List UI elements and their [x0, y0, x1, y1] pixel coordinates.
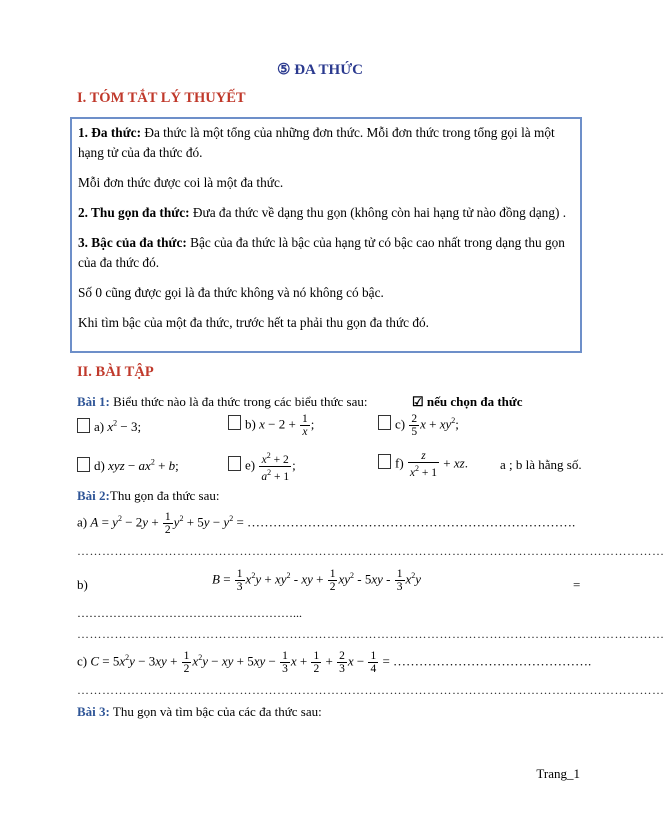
- checkbox-a[interactable]: [77, 418, 90, 433]
- bai3-label: Bài 3:: [77, 704, 110, 719]
- section-exercises-heading: II. BÀI TẬP: [77, 364, 154, 380]
- theory-term-3: 3. Bậc của đa thức:: [78, 235, 187, 250]
- page-title: ⑤ ĐA THỨC: [277, 62, 363, 78]
- bai1-label: Bài 1:: [77, 394, 110, 409]
- theory-text-3: Đưa đa thức về dạng thu gọn (không còn hai hạng tử nào đồng dạng) .: [189, 205, 567, 220]
- page-number: Trang_1: [536, 766, 580, 781]
- theory-box: [70, 117, 582, 353]
- bai2-text: Thu gọn đa thức sau:: [109, 488, 220, 503]
- section-theory-heading: I. TÓM TẮT LÝ THUYẾT: [77, 90, 246, 106]
- option-f[interactable]: f) $\frac{z}{x^2 + 1}$ + xz.: [378, 450, 468, 479]
- theory-text-4: Bậc của đa thức là bậc của hạng tử có bậc cao nhất trong dạng thu gọn của đa thức đó.: [78, 235, 565, 270]
- checkbox-d[interactable]: [77, 457, 90, 472]
- bai2-part-b: B = $\frac{1}{3}$ $x^2y + xy^2$ - xy + $\frac{1}{2}$ $xy^2 - 5xy$ - $\frac{1}{3}$ $x^2y$: [212, 568, 422, 593]
- theory-paragraph-6: Khi tìm bậc của một đa thức, trước hết ta phải thu gọn đa thức đó.: [78, 315, 430, 330]
- checkbox-f[interactable]: [378, 454, 391, 469]
- answer-line[interactable]: ……………………………………………………………………………………………………………………………: [77, 683, 665, 697]
- answer-line[interactable]: ………………………………………………...: [77, 606, 302, 620]
- theory-paragraph-2: Mỗi đơn thức được coi là một đa thức.: [78, 175, 284, 190]
- option-a[interactable]: a) $x^2 - 3$;: [77, 418, 141, 435]
- theory-paragraph-5: Số 0 cũng được gọi là đa thức không và nó không có bậc.: [78, 285, 384, 300]
- checkbox-b[interactable]: [228, 415, 241, 430]
- bai2-part-a: a) $A = y^2 - 2y$ + $\frac{1}{2}$ $y^2 + 5y - y^2$ = ………………………………………………………………….: [77, 511, 576, 536]
- bai1-text: Biểu thức nào là đa thức trong các biểu thức sau:: [109, 394, 368, 409]
- equals-sign: =: [573, 577, 581, 592]
- option-e[interactable]: e) $\frac{x^2 + 2}{a^2 + 1}$ ;: [228, 450, 296, 483]
- bai3-text: Thu gọn và tìm bậc của các đa thức sau:: [109, 704, 322, 719]
- option-d[interactable]: d) xyz − $ax^2 + b$;: [77, 457, 179, 474]
- bai2-part-b-label: b): [77, 577, 88, 592]
- bai1-hint: ☑ nếu chọn đa thức: [412, 394, 523, 409]
- theory-text-1: Đa thức là một tổng của những đơn thức. Mỗi đơn thức trong tổng gọi là một hạng tử của đa thức đó.: [78, 125, 555, 160]
- checkbox-e[interactable]: [228, 456, 241, 471]
- option-c[interactable]: c) $\frac{2}{5}$ $x + xy^2$;: [378, 413, 459, 438]
- bai2-heading: [77, 488, 219, 504]
- bai1-heading: [77, 394, 367, 410]
- answer-line[interactable]: ……………………………………………………………………………………………………………………………: [77, 544, 665, 558]
- option-b[interactable]: b) x − 2 + $\frac{1}{x}$ ;: [228, 413, 314, 438]
- theory-term-2: 2. Thu gọn đa thức:: [78, 205, 190, 220]
- bai1-note: a ; b là hằng số.: [500, 457, 582, 472]
- bai2-label: Bài 2:: [77, 488, 110, 503]
- theory-paragraph-3: [78, 203, 572, 223]
- checkbox-c[interactable]: [378, 415, 391, 430]
- answer-line[interactable]: ……………………………………………………………………………………………………………………………: [77, 627, 665, 641]
- theory-paragraph-4: [78, 233, 572, 273]
- bai2-part-c: c) $C = 5x^2y - 3xy$ + $\frac{1}{2}$ $x^2y$ − xy + 5xy − $\frac{1}{3}$ x + $\frac{1}{2}$ + $\frac{2}{3}$ x − $\frac{1}{4}$ = ……………………………………….: [77, 650, 592, 675]
- bai3-heading: [77, 704, 322, 720]
- theory-term-1: 1. Đa thức:: [78, 125, 142, 140]
- theory-paragraph-1: [78, 123, 572, 163]
